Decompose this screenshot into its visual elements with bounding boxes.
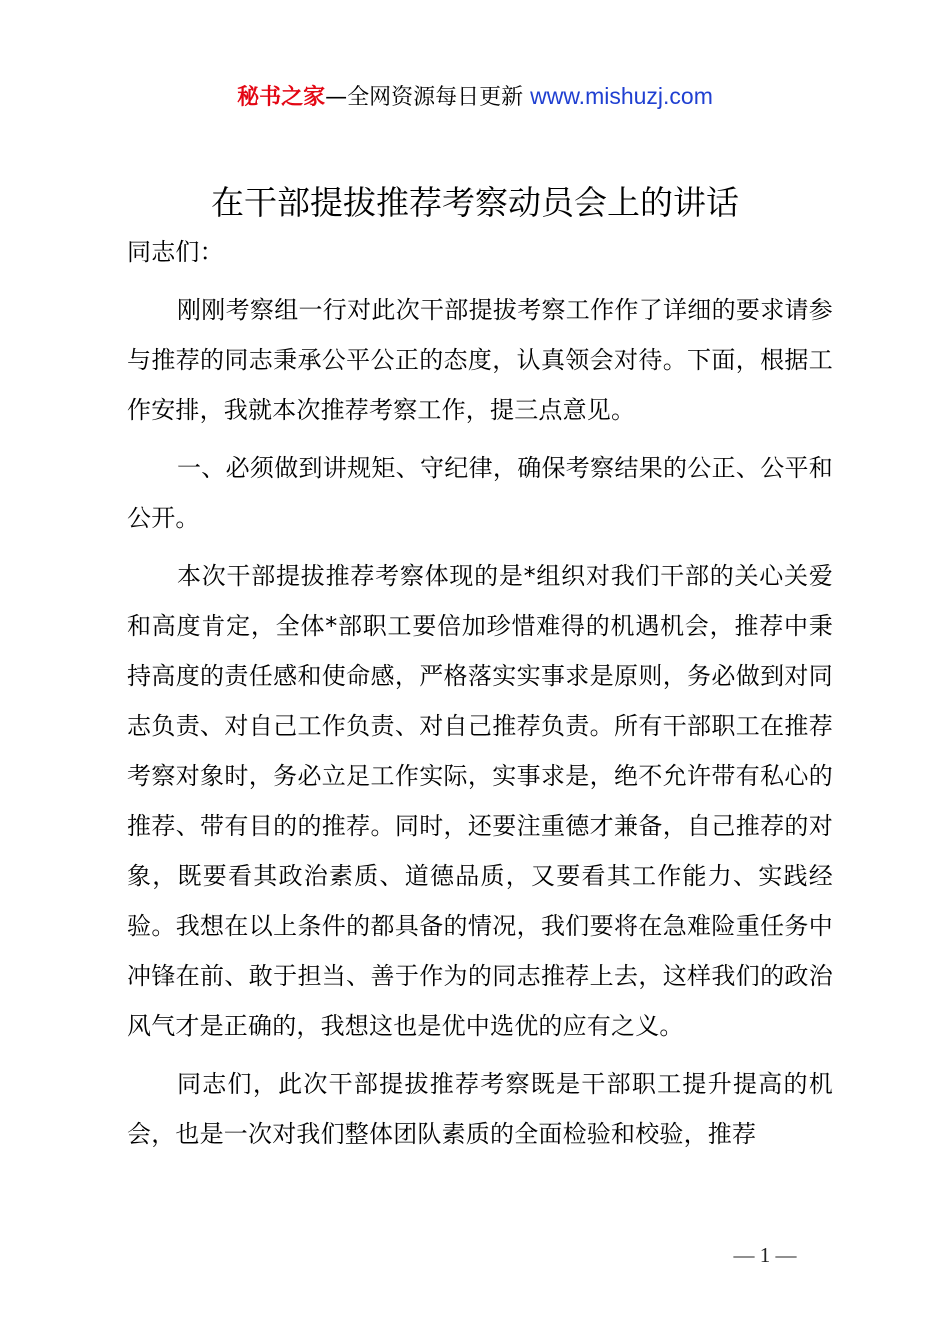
brand-name: 秘书之家 (237, 85, 326, 110)
page-number: — 1 — (733, 1243, 797, 1267)
site-url-link[interactable]: www.mishuzj.com (530, 83, 713, 109)
paragraph-section-one-body: 本次干部提拔推荐考察体现的是*组织对我们干部的关心关爱和高度肯定，全体*部职工要倍加珍惜难得的机遇机会，推荐中秉持高度的责任感和使命感，严格落实实事求是原则，务必做到对同志负责、对自己工作负责、对自己推荐负责。所有干部职工在推荐考察对象时，务必立足工作实际，实事求是，绝不允许带有私心的推荐、带有目的的推荐。同时，还要注重德才兼备，自己推荐的对象，既要看其政治素质、道德品质，又要看其工作能力、实践经验。我想在以上条件的都具备的情况，我们要将在急难险重任务中冲锋在前、敢于担当、善于作为的同志推荐上去，这样我们的政治风气才是正确的，我想这也是优中选优的应有之义。 (127, 562, 833, 1040)
salutation: 同志们： (127, 238, 224, 266)
paragraph-continuation: 同志们，此次干部提拔推荐考察既是干部职工提升提高的机会，也是一次对我们整体团队素质的全面检验和校验，推荐 (127, 1070, 833, 1148)
paragraph-intro: 刚刚考察组一行对此次干部提拔考察工作作了详细的要求请参与推荐的同志秉承公平公正的态度，认真领会对待。下面，根据工作安排，我就本次推荐考察工作，提三点意见。 (127, 296, 833, 424)
document-title: 在干部提拔推荐考察动员会上的讲话 (211, 183, 739, 222)
document-body (127, 227, 833, 1167)
header-slogan: —全网资源每日更新 (325, 85, 531, 110)
site-header (0, 78, 950, 116)
paragraph-section-one-heading: 一、必须做到讲规矩、守纪律，确保考察结果的公正、公平和公开。 (127, 454, 833, 532)
